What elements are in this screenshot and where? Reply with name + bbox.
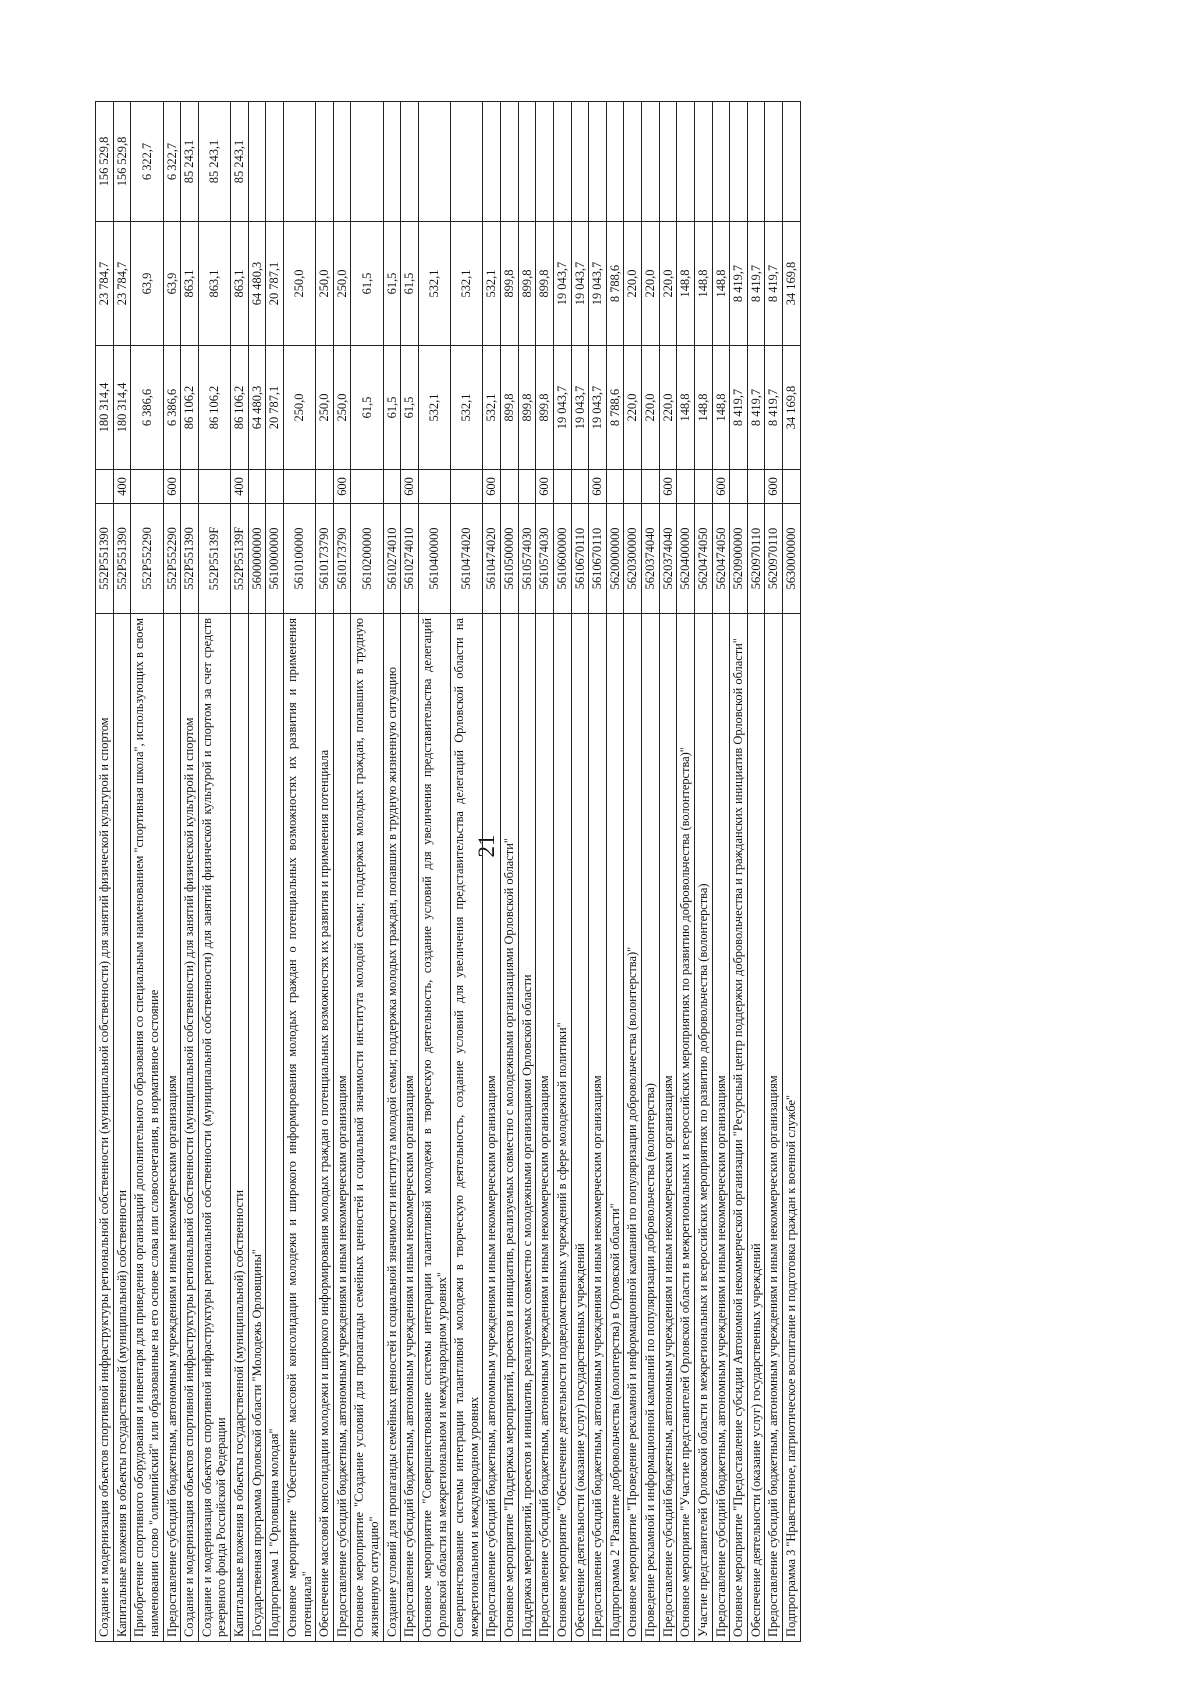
row-code-cell: 5610100000 <box>283 504 315 614</box>
row-amount-regional-cell: 148,8 <box>712 222 730 346</box>
budget-table <box>95 101 801 1642</box>
row-code-cell: 5620000000 <box>606 504 624 614</box>
row-code-cell: 5610173790 <box>333 504 351 614</box>
row-amount-federal-cell <box>730 102 748 222</box>
table-row <box>131 102 163 1642</box>
table-row <box>642 102 660 1642</box>
row-type-cell: 600 <box>483 470 501 504</box>
row-amount-regional-cell: 19 043,7 <box>589 222 607 346</box>
row-amount-total-cell: 61,5 <box>401 346 419 470</box>
row-amount-federal-cell <box>606 102 624 222</box>
row-amount-total-cell: 250,0 <box>333 346 351 470</box>
row-name-cell: Создание условий для пропаганды семейных ценностей и социальной значимости института молодой семьи; поддержка молодых граждан, попавших в трудную жизненную ситуацию <box>383 614 401 1642</box>
row-code-cell: 5620970110 <box>765 504 783 614</box>
row-type-cell <box>96 470 114 504</box>
table-row <box>694 102 712 1642</box>
page-number: 21 <box>474 834 499 858</box>
row-amount-federal-cell <box>351 102 383 222</box>
row-code-cell: 5620900000 <box>730 504 748 614</box>
row-name-cell: Основное мероприятие "Предоставление субсидии Автономной некоммерческой организации "Ресурсный центр поддержки добровольчества и гражданских инициатив Орловской области" <box>730 614 748 1642</box>
row-amount-regional-cell: 61,5 <box>401 222 419 346</box>
row-code-cell: 5610574030 <box>518 504 536 614</box>
row-amount-total-cell: 532,1 <box>451 346 483 470</box>
row-type-cell <box>783 470 801 504</box>
row-name-cell: Подпрограмма 3 "Нравственное, патриотическое воспитание и подготовка граждан к военной службе" <box>783 614 801 1642</box>
table-row <box>113 102 131 1642</box>
row-amount-total-cell: 19 043,7 <box>571 346 589 470</box>
row-amount-federal-cell <box>383 102 401 222</box>
row-amount-regional-cell: 899,8 <box>518 222 536 346</box>
row-amount-total-cell: 899,8 <box>501 346 519 470</box>
row-name-cell: Подпрограмма 2 "Развитие добровольчества (волонтерства) в Орловской области" <box>606 614 624 1642</box>
row-amount-total-cell: 250,0 <box>283 346 315 470</box>
row-amount-total-cell: 532,1 <box>418 346 450 470</box>
row-type-cell: 600 <box>765 470 783 504</box>
row-type-cell <box>283 470 315 504</box>
row-amount-total-cell: 899,8 <box>518 346 536 470</box>
row-name-cell: Обеспечение деятельности (оказание услуг) государственных учреждений <box>747 614 765 1642</box>
row-type-cell: 400 <box>231 470 249 504</box>
row-type-cell: 600 <box>536 470 554 504</box>
row-type-cell <box>266 470 284 504</box>
row-amount-total-cell: 61,5 <box>351 346 383 470</box>
row-type-cell: 600 <box>401 470 419 504</box>
row-type-cell: 600 <box>712 470 730 504</box>
row-amount-regional-cell: 148,8 <box>677 222 695 346</box>
row-amount-federal-cell: 156 529,8 <box>96 102 114 222</box>
row-amount-federal-cell: 85 243,1 <box>181 102 199 222</box>
row-amount-regional-cell: 23 784,7 <box>96 222 114 346</box>
row-amount-regional-cell: 8 419,7 <box>747 222 765 346</box>
row-name-cell: Предоставление субсидий бюджетным, автономным учреждениям и иным некоммерческим организациям <box>163 614 181 1642</box>
row-amount-federal-cell: 6 322,7 <box>163 102 181 222</box>
row-amount-federal-cell <box>316 102 334 222</box>
row-amount-total-cell: 86 106,2 <box>198 346 230 470</box>
row-code-cell: 5610600000 <box>553 504 571 614</box>
row-code-cell: 552P55139F <box>198 504 230 614</box>
row-amount-total-cell: 19 043,7 <box>589 346 607 470</box>
row-amount-total-cell: 8 419,7 <box>730 346 748 470</box>
row-amount-federal-cell <box>765 102 783 222</box>
row-name-cell: Основное мероприятие "Проведение рекламной и информационной кампаний по популяризации добровольчества (волонтерства)" <box>624 614 642 1642</box>
row-amount-federal-cell: 156 529,8 <box>113 102 131 222</box>
row-code-cell: 5610500000 <box>501 504 519 614</box>
row-amount-federal-cell <box>677 102 695 222</box>
row-amount-federal-cell <box>553 102 571 222</box>
row-amount-total-cell: 220,0 <box>642 346 660 470</box>
row-amount-regional-cell: 250,0 <box>316 222 334 346</box>
row-amount-federal-cell <box>589 102 607 222</box>
table-body <box>96 102 801 1642</box>
row-code-cell: 5610274010 <box>383 504 401 614</box>
table-row <box>712 102 730 1642</box>
row-code-cell: 5600000000 <box>248 504 266 614</box>
row-type-cell <box>316 470 334 504</box>
row-amount-federal-cell <box>266 102 284 222</box>
row-amount-regional-cell: 220,0 <box>659 222 677 346</box>
row-amount-regional-cell: 220,0 <box>642 222 660 346</box>
row-amount-regional-cell: 61,5 <box>351 222 383 346</box>
row-amount-federal-cell: 85 243,1 <box>231 102 249 222</box>
row-name-cell: Основное мероприятие "Обеспечение деятельности подведомственных учреждений в сфере молодежной политики" <box>553 614 571 1642</box>
row-amount-federal-cell <box>418 102 450 222</box>
row-code-cell: 5610474020 <box>451 504 483 614</box>
row-amount-total-cell: 148,8 <box>694 346 712 470</box>
table-row <box>181 102 199 1642</box>
row-name-cell: Государственная программа Орловской области "Молодежь Орловщины" <box>248 614 266 1642</box>
table-row <box>248 102 266 1642</box>
row-name-cell: Предоставление субсидий бюджетным, автономным учреждениям и иным некоммерческим организациям <box>401 614 419 1642</box>
row-amount-regional-cell: 863,1 <box>231 222 249 346</box>
row-name-cell: Приобретение спортивного оборудования и инвентаря для приведения организаций дополнительного образования со специальным наименованием "спортивная школа", использующих в своем наименовании слово "олимпийский" или образованные на его основе слова или словосочетания, в нормативное состояние <box>131 614 163 1642</box>
table-row <box>198 102 230 1642</box>
row-amount-total-cell: 64 480,3 <box>248 346 266 470</box>
row-amount-federal-cell: 85 243,1 <box>198 102 230 222</box>
table-row <box>283 102 315 1642</box>
row-type-cell <box>383 470 401 504</box>
table-row <box>418 102 450 1642</box>
row-type-cell <box>624 470 642 504</box>
table-row <box>765 102 783 1642</box>
row-amount-federal-cell <box>333 102 351 222</box>
row-name-cell: Основное мероприятие "Поддержка мероприятий, проектов и инициатив, реализуемых совместно с молодежными организациями Орловской области" <box>501 614 519 1642</box>
row-amount-regional-cell: 220,0 <box>624 222 642 346</box>
row-amount-total-cell: 220,0 <box>624 346 642 470</box>
row-amount-regional-cell: 863,1 <box>198 222 230 346</box>
table-row <box>606 102 624 1642</box>
row-type-cell <box>571 470 589 504</box>
row-amount-federal-cell <box>747 102 765 222</box>
row-type-cell: 600 <box>163 470 181 504</box>
row-name-cell: Основное мероприятие "Создание условий для пропаганды семейных ценностей и социальной значимости института молодой семьи; поддержка молодых граждан, попавших в трудную жизненную ситуацию" <box>351 614 383 1642</box>
row-amount-federal-cell <box>501 102 519 222</box>
row-amount-federal-cell <box>518 102 536 222</box>
row-type-cell <box>198 470 230 504</box>
row-amount-regional-cell: 899,8 <box>501 222 519 346</box>
row-name-cell: Предоставление субсидий бюджетным, автономным учреждениям и иным некоммерческим организациям <box>333 614 351 1642</box>
row-name-cell: Основное мероприятие "Совершенствование системы интеграции талантливой молодежи в творческую деятельность, создание условий для увеличения представительства делегаций Орловской области на межрегиональном и международном уровнях" <box>418 614 450 1642</box>
row-amount-regional-cell: 34 169,8 <box>783 222 801 346</box>
table-row <box>316 102 334 1642</box>
row-code-cell: 5610173790 <box>316 504 334 614</box>
table-row <box>501 102 519 1642</box>
row-amount-federal-cell: 6 322,7 <box>131 102 163 222</box>
table-row <box>659 102 677 1642</box>
table-row <box>163 102 181 1642</box>
row-type-cell: 600 <box>589 470 607 504</box>
table-row <box>401 102 419 1642</box>
row-type-cell <box>677 470 695 504</box>
row-name-cell: Подпрограмма 1 "Орловщина молодая" <box>266 614 284 1642</box>
table-row <box>677 102 695 1642</box>
row-amount-total-cell: 220,0 <box>659 346 677 470</box>
row-code-cell: 5610574030 <box>536 504 554 614</box>
row-name-cell: Обеспечение деятельности (оказание услуг) государственных учреждений <box>571 614 589 1642</box>
row-type-cell <box>747 470 765 504</box>
table-row <box>231 102 249 1642</box>
row-type-cell <box>131 470 163 504</box>
row-code-cell: 5610670110 <box>589 504 607 614</box>
row-amount-federal-cell <box>401 102 419 222</box>
row-amount-regional-cell: 863,1 <box>181 222 199 346</box>
row-amount-regional-cell: 899,8 <box>536 222 554 346</box>
row-amount-total-cell: 250,0 <box>316 346 334 470</box>
row-type-cell <box>501 470 519 504</box>
row-code-cell: 5620970110 <box>747 504 765 614</box>
row-amount-total-cell: 148,8 <box>712 346 730 470</box>
row-name-cell: Предоставление субсидий бюджетным, автономным учреждениям и иным некоммерческим организациям <box>712 614 730 1642</box>
row-name-cell: Основное мероприятие "Обеспечение массовой консолидации молодежи и широкого информирования молодых граждан о потенциальных возможностях их развития и применения потенциала" <box>283 614 315 1642</box>
row-amount-total-cell: 20 787,1 <box>266 346 284 470</box>
row-amount-federal-cell <box>659 102 677 222</box>
row-code-cell: 5620400000 <box>677 504 695 614</box>
row-name-cell: Создание и модернизация объектов спортивной инфраструктуры региональной собственности (муниципальной собственности) для занятий физической культурой и спортом <box>181 614 199 1642</box>
row-amount-regional-cell: 8 788,6 <box>606 222 624 346</box>
row-name-cell: Основное мероприятие "Участие представителей Орловской области в межрегиональных и всероссийских мероприятиях по развитию добровольчества (волонтерства)" <box>677 614 695 1642</box>
row-amount-total-cell: 6 386,6 <box>131 346 163 470</box>
table-row <box>96 102 114 1642</box>
table-row <box>747 102 765 1642</box>
row-amount-total-cell: 86 106,2 <box>231 346 249 470</box>
table-row <box>589 102 607 1642</box>
row-amount-total-cell: 61,5 <box>383 346 401 470</box>
table-row <box>536 102 554 1642</box>
row-amount-federal-cell <box>248 102 266 222</box>
row-amount-regional-cell: 250,0 <box>333 222 351 346</box>
row-amount-federal-cell <box>536 102 554 222</box>
row-amount-regional-cell: 63,9 <box>131 222 163 346</box>
row-type-cell <box>351 470 383 504</box>
row-code-cell: 5610274010 <box>401 504 419 614</box>
row-amount-regional-cell: 20 787,1 <box>266 222 284 346</box>
table-row <box>266 102 284 1642</box>
row-type-cell <box>451 470 483 504</box>
row-code-cell: 552P551390 <box>113 504 131 614</box>
row-amount-total-cell: 34 169,8 <box>783 346 801 470</box>
table-row <box>730 102 748 1642</box>
row-amount-federal-cell <box>571 102 589 222</box>
row-type-cell: 600 <box>659 470 677 504</box>
row-name-cell: Обеспечение массовой консолидации молодежи и широкого информирования молодых граждан о потенциальных возможностях их развития и применения потенциала <box>316 614 334 1642</box>
table-row <box>351 102 383 1642</box>
table-row <box>518 102 536 1642</box>
row-amount-regional-cell: 23 784,7 <box>113 222 131 346</box>
row-amount-total-cell: 86 106,2 <box>181 346 199 470</box>
row-type-cell <box>181 470 199 504</box>
row-amount-federal-cell <box>624 102 642 222</box>
rotated-table-container <box>95 102 1024 1642</box>
row-amount-total-cell: 19 043,7 <box>553 346 571 470</box>
row-amount-regional-cell: 532,1 <box>451 222 483 346</box>
row-code-cell: 5630000000 <box>783 504 801 614</box>
row-code-cell: 5610474020 <box>483 504 501 614</box>
row-name-cell: Предоставление субсидий бюджетным, автономным учреждениям и иным некоммерческим организациям <box>765 614 783 1642</box>
row-amount-regional-cell: 63,9 <box>163 222 181 346</box>
row-code-cell: 5610000000 <box>266 504 284 614</box>
row-type-cell <box>553 470 571 504</box>
row-name-cell: Поддержка мероприятий, проектов и инициатив, реализуемых совместно с молодежными организациями Орловской области <box>518 614 536 1642</box>
row-amount-regional-cell: 8 419,7 <box>765 222 783 346</box>
row-code-cell: 5620374040 <box>659 504 677 614</box>
row-name-cell: Проведение рекламной и информационной кампаний по популяризации добровольчества (волонтерства) <box>642 614 660 1642</box>
row-amount-total-cell: 8 419,7 <box>765 346 783 470</box>
row-amount-regional-cell: 19 043,7 <box>571 222 589 346</box>
row-name-cell: Совершенствование системы интеграции талантливой молодежи в творческую деятельность, создание условий для увеличения представительства делегаций Орловской области на межрегиональном и международном уровнях <box>451 614 483 1642</box>
row-amount-federal-cell <box>483 102 501 222</box>
row-code-cell: 5620474050 <box>712 504 730 614</box>
table-row <box>783 102 801 1642</box>
row-code-cell: 5620474050 <box>694 504 712 614</box>
row-code-cell: 552P551390 <box>181 504 199 614</box>
row-amount-federal-cell <box>642 102 660 222</box>
row-code-cell: 552P55139F <box>231 504 249 614</box>
row-type-cell <box>694 470 712 504</box>
row-amount-total-cell: 180 314,4 <box>96 346 114 470</box>
table-row <box>383 102 401 1642</box>
row-type-cell: 600 <box>333 470 351 504</box>
row-amount-regional-cell: 532,1 <box>483 222 501 346</box>
table-row <box>624 102 642 1642</box>
row-amount-total-cell: 8 419,7 <box>747 346 765 470</box>
row-type-cell <box>248 470 266 504</box>
row-code-cell: 552P551390 <box>96 504 114 614</box>
row-amount-regional-cell: 64 480,3 <box>248 222 266 346</box>
table-row <box>571 102 589 1642</box>
row-code-cell: 552P552290 <box>163 504 181 614</box>
row-amount-regional-cell: 19 043,7 <box>553 222 571 346</box>
row-code-cell: 552P552290 <box>131 504 163 614</box>
row-amount-total-cell: 899,8 <box>536 346 554 470</box>
row-amount-regional-cell: 148,8 <box>694 222 712 346</box>
row-name-cell: Капитальные вложения в объекты государственной (муниципальной) собственности <box>231 614 249 1642</box>
row-amount-regional-cell: 61,5 <box>383 222 401 346</box>
table-row <box>483 102 501 1642</box>
row-type-cell <box>418 470 450 504</box>
row-amount-total-cell: 532,1 <box>483 346 501 470</box>
row-amount-federal-cell <box>712 102 730 222</box>
row-code-cell: 5610400000 <box>418 504 450 614</box>
row-code-cell: 5610670110 <box>571 504 589 614</box>
row-amount-federal-cell <box>283 102 315 222</box>
row-amount-total-cell: 8 788,6 <box>606 346 624 470</box>
row-code-cell: 5610200000 <box>351 504 383 614</box>
row-type-cell: 400 <box>113 470 131 504</box>
row-name-cell: Предоставление субсидий бюджетным, автономным учреждениям и иным некоммерческим организациям <box>483 614 501 1642</box>
row-type-cell <box>642 470 660 504</box>
row-name-cell: Капитальные вложения в объекты государственной (муниципальной) собственности <box>113 614 131 1642</box>
row-name-cell: Предоставление субсидий бюджетным, автономным учреждениям и иным некоммерческим организациям <box>589 614 607 1642</box>
row-name-cell: Участие представителей Орловской области в межрегиональных и всероссийских мероприятиях по развитию добровольчества (волонтерства) <box>694 614 712 1642</box>
row-code-cell: 5620374040 <box>642 504 660 614</box>
row-name-cell: Предоставление субсидий бюджетным, автономным учреждениям и иным некоммерческим организациям <box>659 614 677 1642</box>
row-amount-regional-cell: 8 419,7 <box>730 222 748 346</box>
row-type-cell <box>730 470 748 504</box>
row-type-cell <box>606 470 624 504</box>
row-amount-federal-cell <box>783 102 801 222</box>
row-amount-federal-cell <box>451 102 483 222</box>
row-name-cell: Создание и модернизация объектов спортивной инфраструктуры региональной собственности (муниципальной собственности) для занятий физической культурой и спортом за счет средств резервного фонда Российской Федерации <box>198 614 230 1642</box>
row-type-cell <box>518 470 536 504</box>
row-name-cell: Создание и модернизация объектов спортивной инфраструктуры региональной собственности (муниципальной собственности) для занятий физической культурой и спортом <box>96 614 114 1642</box>
row-amount-total-cell: 148,8 <box>677 346 695 470</box>
row-amount-regional-cell: 532,1 <box>418 222 450 346</box>
row-amount-regional-cell: 250,0 <box>283 222 315 346</box>
row-name-cell: Предоставление субсидий бюджетным, автономным учреждениям и иным некоммерческим организациям <box>536 614 554 1642</box>
table-row <box>333 102 351 1642</box>
table-row <box>451 102 483 1642</box>
table-row <box>553 102 571 1642</box>
row-amount-total-cell: 180 314,4 <box>113 346 131 470</box>
row-code-cell: 5620300000 <box>624 504 642 614</box>
row-amount-total-cell: 6 386,6 <box>163 346 181 470</box>
row-amount-federal-cell <box>694 102 712 222</box>
